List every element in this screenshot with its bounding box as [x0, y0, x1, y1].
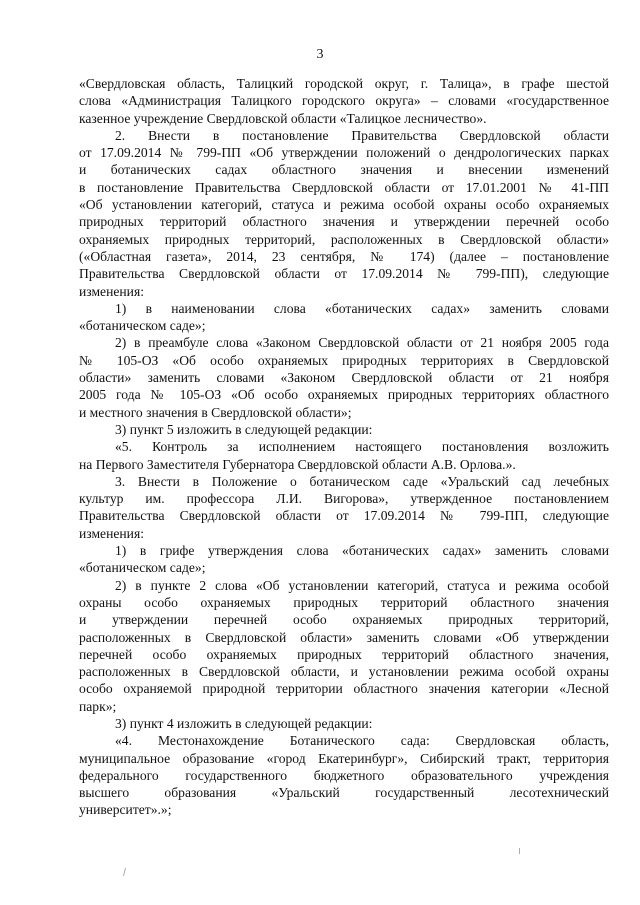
text-line: 1) в наименовании слова «ботанических садах» заменить словами — [115, 300, 609, 316]
text-line: 2) в пункте 2 слова «Об установлении категорий, статуса и режима особой — [115, 577, 609, 593]
text-line: на Первого Заместителя Губернатора Свердловской области А.В. Орлова.». — [79, 456, 516, 472]
text-line: 2. Внести в постановление Правительства Свердловской области — [115, 127, 609, 143]
text-line: 2005 года № 105-ОЗ «Об особо охраняемых природных территориях областного — [79, 387, 609, 403]
text-line: парк»; — [79, 698, 117, 714]
text-line: 2) в преамбуле слова «Законом Свердловской области от 21 ноября 2005 года — [115, 335, 609, 351]
text-line: области» заменить словами «Законом Свердловской области от 21 ноября — [79, 370, 609, 386]
text-line: № 105-ОЗ «Об особо охраняемых природных территориях в Свердловской — [79, 352, 609, 368]
text-line: особо охраняемой природной территории областного значения категории «Лесной — [79, 681, 609, 697]
text-line: университет».»; — [79, 802, 172, 818]
text-line: («Областная газета», 2014, 23 сентября, № 174) (далее – постановление — [79, 248, 609, 264]
text-line: и утверждении перечней особо охраняемых природных территорий, — [79, 612, 609, 628]
text-line: изменения: — [79, 525, 144, 541]
page-number: 3 — [316, 47, 324, 62]
scan-artifact-mark — [519, 848, 520, 854]
text-line: слова «Администрация Талицкого городского округа» – словами «государственное — [79, 93, 609, 109]
text-line: в постановление Правительства Свердловской области от 17.01.2001 № 41-ПП — [79, 179, 609, 195]
text-line: изменения: — [79, 283, 144, 299]
text-line: и местного значения в Свердловской области»; — [79, 404, 352, 420]
text-line: охраны особо охраняемых природных территорий областного значения — [79, 594, 609, 610]
text-line: природных территорий областного значения и утверждении перечней особо — [79, 214, 609, 230]
scan-artifact-mark — [123, 868, 126, 876]
text-line: «4. Местонахождение Ботанического сада: Свердловская область, — [115, 733, 609, 749]
text-line: расположенных в Свердловской области, и установлении режима особой охраны — [79, 664, 609, 680]
text-line: «Об установлении категорий, статуса и режима особой охраны особо охраняемых — [79, 197, 609, 213]
text-line: казенное учреждение Свердловской области «Талицкое лесничество». — [79, 110, 487, 126]
text-line: расположенных в Свердловской области» заменить словами «Об утверждении — [79, 629, 609, 645]
text-line: «Свердловская область, Талицкий городской округ, г. Талица», в графе шестой — [79, 76, 609, 91]
text-line: 1) в грифе утверждения слова «ботанических садах» заменить словами — [115, 543, 609, 559]
text-line: культур им. профессора Л.И. Вигорова», утвержденное постановлением — [79, 491, 609, 507]
text-line: перечней особо охраняемых природных территорий областного значения, — [79, 646, 609, 662]
text-line: «ботаническом саде»; — [79, 560, 206, 576]
text-line: охраняемых природных территорий, расположенных в Свердловской области» — [79, 231, 609, 247]
text-line: «5. Контроль за исполнением настоящего постановления возложить — [115, 439, 609, 455]
text-line: Правительства Свердловской области от 17.09.2014 № 799-ПП, следующие — [79, 508, 609, 524]
text-line: федерального государственного бюджетного образовательного учреждения — [79, 767, 609, 783]
text-line: 3) пункт 5 изложить в следующей редакции: — [115, 421, 373, 437]
text-line: 3. Внести в Положение о ботаническом саде «Уральский сад лечебных — [115, 473, 609, 489]
text-line: муниципальное образование «город Екатеринбург», Сибирский тракт, территория — [79, 750, 609, 766]
text-line: «ботаническом саде»; — [79, 318, 206, 334]
text-line: 3) пункт 4 изложить в следующей редакции: — [115, 715, 373, 731]
text-line: и ботанических садах областного значения и внесении изменений — [79, 162, 609, 178]
document-body — [79, 75, 609, 819]
text-line: Правительства Свердловской области от 17.09.2014 № 799-ПП), следующие — [79, 266, 609, 282]
text-line: от 17.09.2014 № 799-ПП «Об утверждении положений о дендрологических парках — [79, 145, 609, 161]
text-line: высшего образования «Уральский государственный лесотехнический — [79, 785, 609, 801]
